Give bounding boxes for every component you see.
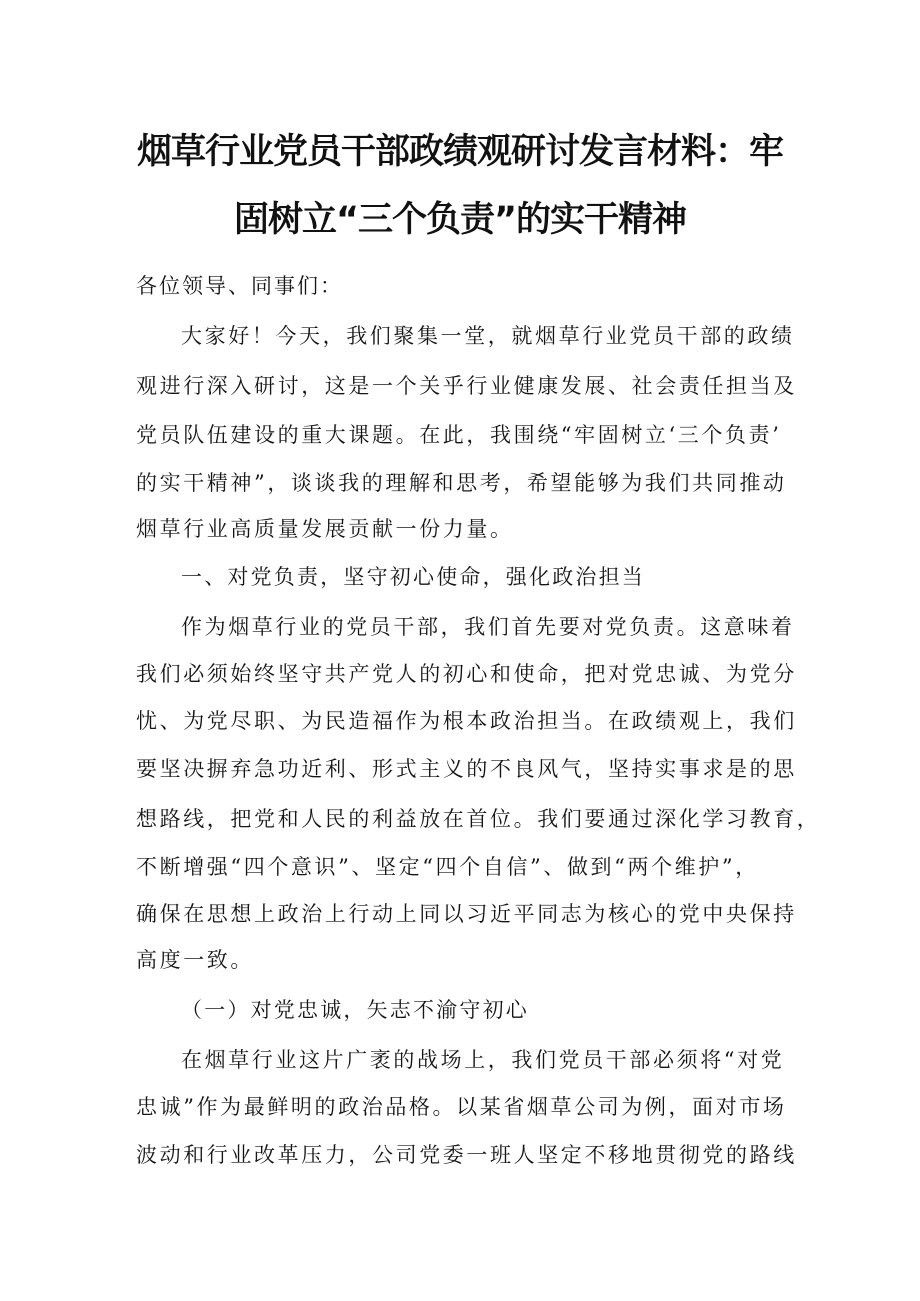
section1-paragraph-line: 确保在思想上政治上行动上同以习近平同志为核心的党中央保持	[136, 902, 797, 926]
intro-paragraph-line: 的实干精神”，谈谈我的理解和思考，希望能够为我们共同推动	[136, 471, 787, 495]
document-title-line-2: 固树立“三个负责”的实干精神	[233, 200, 686, 240]
section1-paragraph-line: 忧、为党尽职、为民造福作为根本政治担当。在政绩观上，我们	[136, 709, 797, 733]
section1-paragraph-line: 作为烟草行业的党员干部，我们首先要对党负责。这意味着	[181, 615, 795, 639]
subsection-heading-1: （一）对党忠诚，矢志不渝守初心	[181, 998, 529, 1022]
section1-paragraph-line: 我们必须始终坚守共产党人的初心和使命，把对党忠诚、为党分	[136, 662, 797, 686]
section1-paragraph-line: 想路线，把党和人民的利益放在首位。我们要通过深化学习教育，	[136, 807, 821, 831]
salutation: 各位领导、同事们：	[136, 274, 343, 298]
intro-paragraph-line: 大家好！今天，我们聚集一堂，就烟草行业党员干部的政绩	[181, 324, 795, 348]
section1-paragraph-line: 不断增强“四个意识”、坚定“四个自信”、做到“两个维护”，	[136, 855, 759, 879]
intro-paragraph-line: 烟草行业高质量发展贡献一份力量。	[136, 517, 514, 541]
subsection1-paragraph-line: 波动和行业改革压力，公司党委一班人坚定不移地贯彻党的路线	[136, 1143, 797, 1167]
intro-paragraph-line: 党员队伍建设的重大课题。在此，我围绕“牢固树立‘三个负责’	[136, 423, 782, 447]
intro-paragraph-line: 观进行深入研讨，这是一个关乎行业健康发展、社会责任担当及	[136, 374, 797, 398]
section1-paragraph-line: 高度一致。	[136, 948, 254, 972]
subsection1-paragraph-line: 忠诚”作为最鲜明的政治品格。以某省烟草公司为例，面对市场	[136, 1095, 787, 1119]
section-heading-1: 一、对党负责，坚守初心使命，强化政治担当	[181, 565, 645, 589]
subsection1-paragraph-line: 在烟草行业这片广袤的战场上，我们党员干部必须将“对党	[181, 1048, 785, 1072]
section1-paragraph-line: 要坚决摒弃急功近利、形式主义的不良风气，坚持实事求是的思	[136, 757, 797, 781]
document-title-line-1: 烟草行业党员干部政绩观研讨发言材料：牢	[136, 132, 783, 172]
